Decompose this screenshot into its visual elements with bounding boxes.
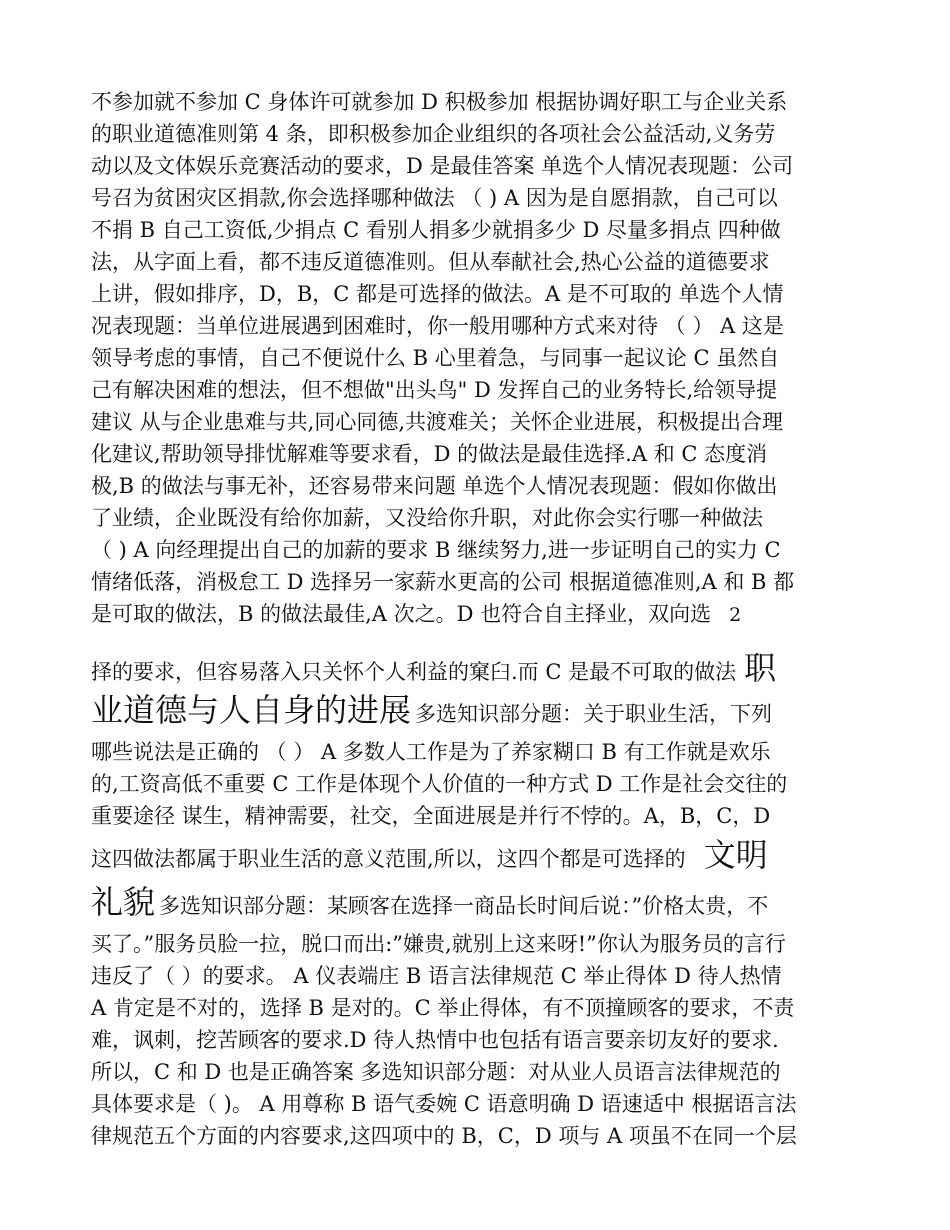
text-line: （ ) A 向经理提出自己的加薪的要求 B 继续努力,进一步证明自己的实力 C xyxy=(91,538,781,562)
text-line: 动以及文体娱乐竞赛活动的要求，D 是最佳答案 单选个人情况表现题：公司 xyxy=(91,154,794,178)
heading-line xyxy=(91,692,863,736)
text-line: 难，讽刺，挖苦顾客的要求.D 待人热情中也包括有语言要亲切友好的要求. xyxy=(91,1028,779,1052)
text-line: 上讲，假如排序，D，B，C 都是可选择的做法。A 是不可取的 单选个人情 xyxy=(91,282,784,306)
text-segment: 是可取的做法，B 的做法最佳,A 次之。D 也符合自主择业，双向选 xyxy=(91,602,712,626)
text-line: 重要途径 谋生，精神需要，社交，全面进展是并行不悖的。A，B，C，D xyxy=(91,804,771,828)
text-line-with-page-number xyxy=(91,598,863,630)
text-segment: 多选知识部分题：某顾客在选择一商品长时间后说：”价格太贵，不 xyxy=(159,894,769,918)
text-line: 领导考虑的事情，自己不便说什么 B 心里着急，与同事一起议论 C 虽然自 xyxy=(91,346,780,370)
text-line-with-heading xyxy=(91,649,863,692)
heading-line xyxy=(91,884,863,928)
text-line: 己有解决困难的想法，但不想做"出头鸟" D 发挥自己的业务特长,给领导提 xyxy=(91,378,778,402)
document-page xyxy=(91,86,863,1152)
text-line: 建议 从与企业患难与共,同心同德,共渡难关；关怀企业进展，积极提出合理 xyxy=(91,410,784,434)
text-block-1 xyxy=(91,86,863,630)
text-line: 哪些说法是正确的 （ ） A 多数人工作是为了养家糊口 B 有工作就是欢乐 xyxy=(91,740,771,764)
text-line: 的,工资高低不重要 C 工作是体现个人价值的一种方式 D 工作是社会交往的 xyxy=(91,772,788,796)
section-heading-start: 职 xyxy=(744,649,777,687)
text-line: 极,B 的做法与事无补，还容易带来问题 单选个人情况表现题：假如你做出 xyxy=(91,474,778,498)
text-line: 号召为贫困灾区捐款,你会选择哪种做法 （ ) A 因为是自愿捐款，自己可以 xyxy=(91,186,778,210)
text-line: 不参加就不参加 C 身体许可就参加 D 积极参加 根据协调好职工与企业关系 xyxy=(91,90,788,114)
text-line: 化建议,帮助领导排忧解难等要求看，D 的做法是最佳选择.A 和 C 态度消 xyxy=(91,442,768,466)
text-block-2 xyxy=(91,649,863,832)
text-line: 了业绩，企业既没有给你加薪，又没给你升职，对此你会实行哪一种做法 xyxy=(91,506,763,530)
text-line: A 肯定是不对的，选择 B 是对的。C 举止得体，有不顶撞顾客的要求，不责 xyxy=(91,996,795,1020)
text-segment: 这四做法都属于职业生活的意义范围,所以，这四个都是可选择的 xyxy=(91,847,686,871)
text-line: 违反了（ ）的要求。 A 仪表端庄 B 语言法律规范 C 举止得体 D 待人热情 xyxy=(91,964,782,988)
text-block-3 xyxy=(91,834,863,1152)
text-line: 的职业道德准则第 4 条，即积极参加企业组织的各项社会公益活动,义务劳 xyxy=(91,122,776,146)
page-number: 2 xyxy=(729,604,742,626)
section-heading-start: 文明 xyxy=(703,836,768,874)
text-line: 所以，C 和 D 也是正确答案 多选知识部分题：对从业人员语言法律规范的 xyxy=(91,1060,781,1084)
section-heading: 业道德与人自身的进展 xyxy=(91,691,412,729)
text-line: 不捐 B 自己工资低,少捐点 C 看别人捐多少就捐多少 D 尽量多捐点 四种做 xyxy=(91,218,781,242)
text-line: 律规范五个方面的内容要求,这四项中的 B，C，D 项与 A 项虽不在同一个层 xyxy=(91,1124,797,1148)
text-line: 买了。”服务员脸一拉，脱口而出:”嫌贵,就别上这来呀!”你认为服务员的言行 xyxy=(91,932,786,956)
text-line: 法，从字面上看，都不违反道德准则。但从奉献社会,热心公益的道德要求 xyxy=(91,250,770,274)
text-line: 情绪低落，消极怠工 D 选择另一家薪水更高的公司 根据道德准则,A 和 B 都 xyxy=(91,570,795,594)
text-line: 况表现题：当单位进展遇到困难时，你一般用哪种方式来对待 （ ） A 这是 xyxy=(91,314,784,338)
section-heading: 礼貌 xyxy=(91,883,156,921)
text-segment: 择的要求，但容易落入只关怀个人利益的窠臼.而 C 是最不可取的做法 xyxy=(91,660,737,684)
text-line-with-heading xyxy=(91,834,863,884)
text-line: 具体要求是（ )。 A 用尊称 B 语气委婉 C 语意明确 D 语速适中 根据语言法 xyxy=(91,1092,797,1116)
text-segment: 多选知识部分题：关于职业生活，下列 xyxy=(415,702,773,726)
